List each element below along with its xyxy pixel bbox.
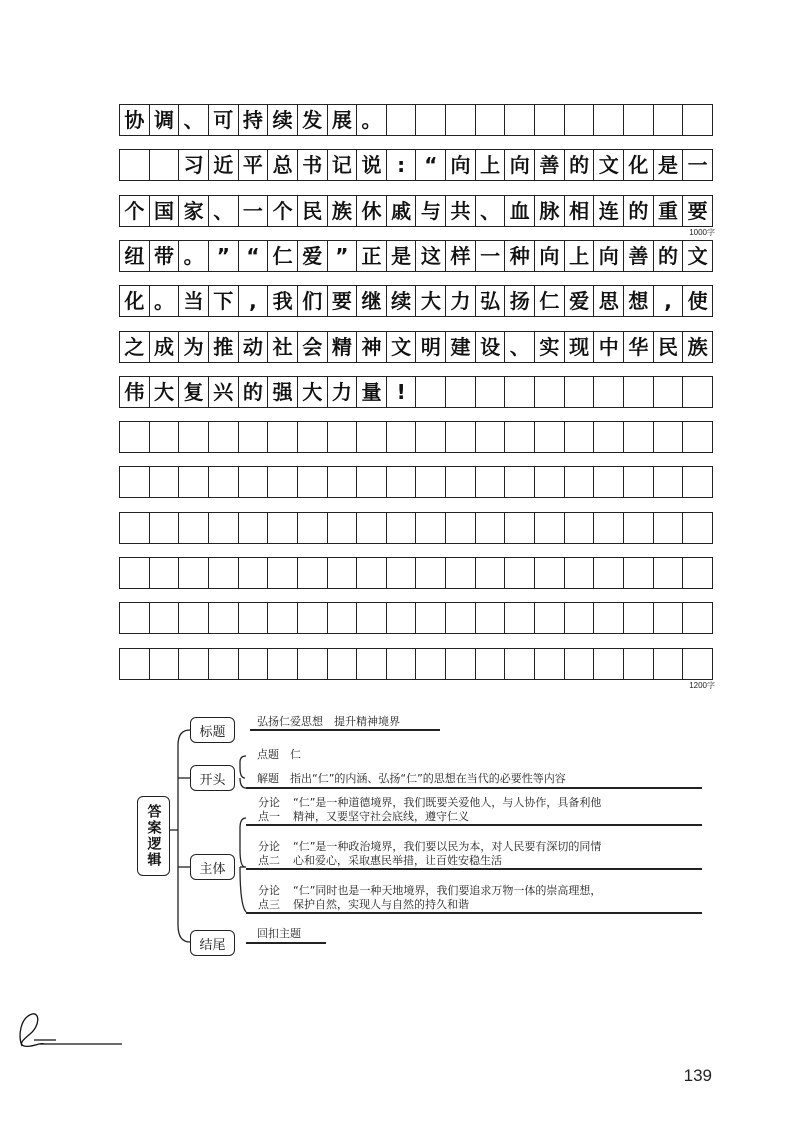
grid-cell xyxy=(416,105,446,135)
grid-cell xyxy=(624,603,654,633)
grid-cell xyxy=(209,467,239,497)
grid-cell: 之 xyxy=(120,332,150,362)
grid-cell: 的 xyxy=(565,150,595,180)
grid-cell: ” xyxy=(209,241,239,271)
grid-cell: 成 xyxy=(150,332,180,362)
body-point1-line2: 精神，又要坚守社会底线，遵守仁义 xyxy=(293,810,469,823)
grid-cell: 推 xyxy=(209,332,239,362)
grid-cell xyxy=(416,377,446,407)
grid-cell: 设 xyxy=(476,332,506,362)
grid-cell xyxy=(594,377,624,407)
grid-cell xyxy=(624,422,654,452)
grid-cell xyxy=(565,603,595,633)
grid-cell xyxy=(505,513,535,543)
grid-cell xyxy=(654,513,684,543)
grid-cell xyxy=(150,558,180,588)
grid-cell: 文 xyxy=(387,332,417,362)
grid-row xyxy=(119,376,713,408)
body-point3-line2: 保护自然，实现人与自然的持久和谐 xyxy=(293,898,469,911)
grid-cell: 要 xyxy=(328,286,358,316)
grid-cell xyxy=(505,467,535,497)
grid-cell xyxy=(446,467,476,497)
grid-cell xyxy=(683,422,713,452)
grid-cell: 调 xyxy=(150,105,180,135)
grid-cell xyxy=(209,558,239,588)
grid-cell xyxy=(683,467,713,497)
grid-cell: 发 xyxy=(298,105,328,135)
grid-cell: 。 xyxy=(150,286,180,316)
grid-cell: ! xyxy=(387,377,417,407)
grid-cell: 爱 xyxy=(565,286,595,316)
grid-cell: 神 xyxy=(357,332,387,362)
grid-cell xyxy=(476,377,506,407)
grid-cell: , xyxy=(654,286,684,316)
grid-cell: 种 xyxy=(505,241,535,271)
grid-cell: 使 xyxy=(683,286,713,316)
grid-cell xyxy=(594,603,624,633)
grid-cell: 协 xyxy=(120,105,150,135)
grid-cell xyxy=(654,558,684,588)
grid-cell xyxy=(150,513,180,543)
grid-cell: 续 xyxy=(268,105,298,135)
grid-cell: 力 xyxy=(446,286,476,316)
grid-cell: 明 xyxy=(416,332,446,362)
grid-cell xyxy=(594,467,624,497)
grid-cell xyxy=(150,467,180,497)
grid-cell xyxy=(328,558,358,588)
opening-point-text: 点题 仁 xyxy=(257,748,301,761)
grid-cell xyxy=(683,105,713,135)
grid-cell xyxy=(179,467,209,497)
grid-cell xyxy=(446,558,476,588)
grid-cell: 善 xyxy=(624,241,654,271)
grid-cell xyxy=(624,467,654,497)
word-count-1000: 1000字 xyxy=(689,227,715,237)
grid-cell: 连 xyxy=(594,196,624,226)
grid-cell: 戚 xyxy=(387,196,417,226)
grid-cell xyxy=(150,150,180,180)
grid-cell xyxy=(298,422,328,452)
grid-cell xyxy=(594,558,624,588)
grid-cell xyxy=(268,422,298,452)
grid-cell: 复 xyxy=(179,377,209,407)
grid-cell: 民 xyxy=(298,196,328,226)
grid-cell: 强 xyxy=(268,377,298,407)
branch-body-box: 主体 xyxy=(190,854,235,880)
signature-scribble xyxy=(10,1006,130,1056)
grid-cell xyxy=(683,649,713,679)
grid-row xyxy=(119,331,713,363)
grid-cell xyxy=(505,422,535,452)
grid-cell: 、 xyxy=(209,196,239,226)
grid-cell: 可 xyxy=(209,105,239,135)
grid-cell xyxy=(446,422,476,452)
grid-cell: 。 xyxy=(357,105,387,135)
grid-cell: 大 xyxy=(298,377,328,407)
body-point2-line2: 心和爱心，采取惠民举措，让百姓安稳生活 xyxy=(293,854,502,867)
grid-row xyxy=(119,149,713,181)
grid-cell: 当 xyxy=(179,286,209,316)
grid-cell xyxy=(654,603,684,633)
grid-cell xyxy=(416,558,446,588)
grid-cell: 们 xyxy=(298,286,328,316)
grid-cell xyxy=(120,467,150,497)
grid-cell: 现 xyxy=(565,332,595,362)
grid-cell: 国 xyxy=(150,196,180,226)
grid-cell xyxy=(416,513,446,543)
grid-cell: : xyxy=(387,150,417,180)
grid-cell xyxy=(594,513,624,543)
grid-cell xyxy=(535,377,565,407)
grid-cell xyxy=(446,603,476,633)
body-point3-line1: “仁”同时也是一种天地境界，我们要追求万物一体的崇高理想， xyxy=(293,884,602,897)
grid-cell xyxy=(268,649,298,679)
grid-cell: 民 xyxy=(654,332,684,362)
grid-cell: 个 xyxy=(120,196,150,226)
grid-cell: 大 xyxy=(416,286,446,316)
grid-cell: , xyxy=(239,286,269,316)
grid-cell xyxy=(535,467,565,497)
grid-cell xyxy=(683,513,713,543)
grid-cell xyxy=(446,377,476,407)
grid-cell xyxy=(416,603,446,633)
body-point1-tag2: 点一 xyxy=(258,810,280,823)
grid-cell: 社 xyxy=(268,332,298,362)
grid-cell xyxy=(624,377,654,407)
grid-cell xyxy=(535,513,565,543)
grid-cell xyxy=(239,649,269,679)
grid-cell: 扬 xyxy=(505,286,535,316)
grid-cell xyxy=(683,603,713,633)
grid-cell: 中 xyxy=(594,332,624,362)
grid-cell xyxy=(654,467,684,497)
grid-cell xyxy=(239,422,269,452)
body-point3-tag1: 分论 xyxy=(258,884,280,897)
grid-cell xyxy=(446,105,476,135)
grid-cell: 带 xyxy=(150,241,180,271)
grid-cell xyxy=(120,150,150,180)
grid-cell xyxy=(535,105,565,135)
grid-cell xyxy=(565,422,595,452)
grid-cell: 血 xyxy=(505,196,535,226)
grid-cell: 向 xyxy=(535,241,565,271)
grid-cell xyxy=(565,558,595,588)
grid-cell xyxy=(268,558,298,588)
grid-cell: 、 xyxy=(476,196,506,226)
grid-cell xyxy=(624,513,654,543)
grid-cell: 精 xyxy=(328,332,358,362)
grid-cell xyxy=(357,467,387,497)
grid-cell xyxy=(209,513,239,543)
grid-cell xyxy=(565,649,595,679)
body-point2-tag2: 点二 xyxy=(258,854,280,867)
grid-cell xyxy=(150,422,180,452)
body-point2-tag1: 分论 xyxy=(258,840,280,853)
grid-cell: 是 xyxy=(654,150,684,180)
grid-cell xyxy=(298,467,328,497)
grid-row xyxy=(119,285,713,317)
grid-row xyxy=(119,466,713,498)
grid-row xyxy=(119,421,713,453)
grid-cell xyxy=(476,105,506,135)
grid-cell xyxy=(120,649,150,679)
grid-cell xyxy=(179,649,209,679)
grid-cell: 上 xyxy=(565,241,595,271)
grid-cell xyxy=(387,513,417,543)
grid-cell xyxy=(535,422,565,452)
answer-logic-root: 答案逻辑 xyxy=(137,796,170,876)
grid-cell xyxy=(179,422,209,452)
grid-cell xyxy=(328,467,358,497)
grid-cell: 平 xyxy=(239,150,269,180)
grid-cell xyxy=(446,513,476,543)
grid-cell xyxy=(505,649,535,679)
grid-cell xyxy=(357,603,387,633)
grid-cell xyxy=(209,603,239,633)
grid-cell xyxy=(683,377,713,407)
grid-row xyxy=(119,240,713,272)
grid-cell xyxy=(476,649,506,679)
grid-cell: 伟 xyxy=(120,377,150,407)
grid-cell xyxy=(239,558,269,588)
page-number: 139 xyxy=(683,1066,712,1085)
grid-cell xyxy=(239,603,269,633)
grid-cell: 会 xyxy=(298,332,328,362)
grid-cell xyxy=(357,422,387,452)
grid-cell: 展 xyxy=(328,105,358,135)
grid-cell: ” xyxy=(328,241,358,271)
grid-cell xyxy=(535,649,565,679)
grid-cell xyxy=(476,513,506,543)
grid-cell: 习 xyxy=(179,150,209,180)
grid-cell: 说 xyxy=(357,150,387,180)
grid-row xyxy=(119,512,713,544)
grid-cell: 量 xyxy=(357,377,387,407)
grid-row xyxy=(119,557,713,589)
grid-cell: 是 xyxy=(387,241,417,271)
grid-cell: 族 xyxy=(328,196,358,226)
grid-cell: 我 xyxy=(268,286,298,316)
grid-cell xyxy=(654,105,684,135)
grid-cell xyxy=(505,377,535,407)
grid-cell xyxy=(416,649,446,679)
grid-cell: 与 xyxy=(416,196,446,226)
branch-opening-box: 开头 xyxy=(190,765,235,791)
branch-title-box: 标题 xyxy=(190,717,235,743)
grid-cell xyxy=(654,422,684,452)
grid-cell: 。 xyxy=(179,241,209,271)
grid-row xyxy=(119,648,713,680)
grid-cell: 近 xyxy=(209,150,239,180)
grid-cell: 想 xyxy=(624,286,654,316)
grid-cell xyxy=(624,105,654,135)
grid-cell: 上 xyxy=(476,150,506,180)
grid-cell: 仁 xyxy=(268,241,298,271)
grid-cell: 下 xyxy=(209,286,239,316)
grid-cell xyxy=(654,649,684,679)
grid-cell xyxy=(624,649,654,679)
grid-cell xyxy=(505,603,535,633)
body-point1-tag1: 分论 xyxy=(258,796,280,809)
grid-cell xyxy=(179,513,209,543)
grid-cell: 兴 xyxy=(209,377,239,407)
grid-cell: 记 xyxy=(328,150,358,180)
grid-cell: 实 xyxy=(535,332,565,362)
grid-cell: 、 xyxy=(179,105,209,135)
grid-cell: 纽 xyxy=(120,241,150,271)
grid-cell xyxy=(328,422,358,452)
opening-explain-text: 解题 指出“仁”的内涵、弘扬“仁”的思想在当代的必要性等内容 xyxy=(257,772,566,785)
grid-cell xyxy=(446,649,476,679)
grid-cell: 向 xyxy=(446,150,476,180)
grid-cell xyxy=(179,558,209,588)
body-point3-tag2: 点三 xyxy=(258,898,280,911)
grid-cell: 书 xyxy=(298,150,328,180)
grid-cell: 正 xyxy=(357,241,387,271)
branch-title-text: 弘扬仁爱思想 提升精神境界 xyxy=(257,715,400,728)
grid-cell xyxy=(565,377,595,407)
grid-row xyxy=(119,195,713,227)
grid-cell: 弘 xyxy=(476,286,506,316)
grid-cell xyxy=(328,513,358,543)
body-point1-line1: “仁”是一种道德境界，我们既要关爱他人，与人协作，具备利他 xyxy=(293,796,602,809)
grid-cell xyxy=(298,558,328,588)
grid-cell: 为 xyxy=(179,332,209,362)
grid-row xyxy=(119,602,713,634)
grid-cell xyxy=(565,513,595,543)
grid-cell xyxy=(387,603,417,633)
grid-cell: 爱 xyxy=(298,241,328,271)
grid-cell: 文 xyxy=(683,241,713,271)
branch-ending-box: 结尾 xyxy=(190,930,235,956)
grid-cell xyxy=(476,467,506,497)
grid-cell: 持 xyxy=(239,105,269,135)
grid-cell: “ xyxy=(239,241,269,271)
grid-cell: 这 xyxy=(416,241,446,271)
grid-cell xyxy=(357,649,387,679)
grid-cell xyxy=(387,422,417,452)
grid-cell: 仁 xyxy=(535,286,565,316)
grid-cell: 、 xyxy=(505,332,535,362)
grid-cell: 续 xyxy=(387,286,417,316)
grid-cell xyxy=(268,603,298,633)
grid-cell: 的 xyxy=(239,377,269,407)
grid-cell xyxy=(387,649,417,679)
grid-cell xyxy=(209,649,239,679)
grid-cell xyxy=(387,558,417,588)
grid-cell: 一 xyxy=(476,241,506,271)
grid-cell: 建 xyxy=(446,332,476,362)
grid-cell: 思 xyxy=(594,286,624,316)
grid-cell: 家 xyxy=(179,196,209,226)
grid-cell xyxy=(387,467,417,497)
grid-cell xyxy=(179,603,209,633)
grid-cell: 力 xyxy=(328,377,358,407)
grid-cell xyxy=(120,422,150,452)
grid-cell: “ xyxy=(416,150,446,180)
grid-cell xyxy=(535,603,565,633)
grid-cell xyxy=(239,467,269,497)
grid-cell xyxy=(594,422,624,452)
grid-cell xyxy=(150,603,180,633)
grid-cell xyxy=(565,467,595,497)
grid-cell: 的 xyxy=(624,196,654,226)
grid-cell xyxy=(476,422,506,452)
grid-cell xyxy=(268,513,298,543)
grid-cell: 个 xyxy=(268,196,298,226)
grid-cell xyxy=(120,603,150,633)
grid-cell xyxy=(476,558,506,588)
grid-cell xyxy=(120,558,150,588)
grid-cell xyxy=(268,467,298,497)
grid-cell xyxy=(594,105,624,135)
grid-cell xyxy=(209,422,239,452)
grid-cell: 继 xyxy=(357,286,387,316)
ending-text: 回扣主题 xyxy=(257,927,301,940)
grid-row xyxy=(119,104,713,136)
grid-cell: 化 xyxy=(624,150,654,180)
grid-cell: 族 xyxy=(683,332,713,362)
grid-cell: 化 xyxy=(120,286,150,316)
grid-cell xyxy=(683,558,713,588)
grid-cell: 休 xyxy=(357,196,387,226)
grid-cell xyxy=(328,649,358,679)
grid-cell: 总 xyxy=(268,150,298,180)
grid-cell: 要 xyxy=(683,196,713,226)
grid-cell: 相 xyxy=(565,196,595,226)
grid-cell xyxy=(150,649,180,679)
grid-cell: 大 xyxy=(150,377,180,407)
grid-cell xyxy=(357,513,387,543)
word-count-1200: 1200字 xyxy=(689,680,715,690)
grid-cell xyxy=(298,603,328,633)
grid-cell xyxy=(505,105,535,135)
grid-cell xyxy=(387,105,417,135)
grid-cell: 华 xyxy=(624,332,654,362)
grid-cell: 向 xyxy=(505,150,535,180)
grid-cell xyxy=(535,558,565,588)
grid-cell: 向 xyxy=(594,241,624,271)
grid-cell xyxy=(505,558,535,588)
grid-cell xyxy=(565,105,595,135)
grid-cell: 共 xyxy=(446,196,476,226)
body-point2-line1: “仁”是一种政治境界，我们要以民为本，对人民要有深切的同情 xyxy=(293,840,602,853)
grid-cell: 善 xyxy=(535,150,565,180)
grid-cell xyxy=(298,513,328,543)
grid-cell: 脉 xyxy=(535,196,565,226)
grid-cell: 动 xyxy=(239,332,269,362)
grid-cell xyxy=(416,422,446,452)
grid-cell xyxy=(120,513,150,543)
grid-cell: 一 xyxy=(683,150,713,180)
grid-cell xyxy=(624,558,654,588)
grid-cell: 重 xyxy=(654,196,684,226)
grid-cell xyxy=(328,603,358,633)
grid-cell xyxy=(654,377,684,407)
grid-cell: 一 xyxy=(239,196,269,226)
grid-cell: 样 xyxy=(446,241,476,271)
grid-cell xyxy=(416,467,446,497)
grid-cell xyxy=(357,558,387,588)
grid-cell xyxy=(298,649,328,679)
grid-cell: 文 xyxy=(594,150,624,180)
grid-cell xyxy=(476,603,506,633)
grid-cell xyxy=(594,649,624,679)
grid-cell: 的 xyxy=(654,241,684,271)
grid-cell xyxy=(239,513,269,543)
